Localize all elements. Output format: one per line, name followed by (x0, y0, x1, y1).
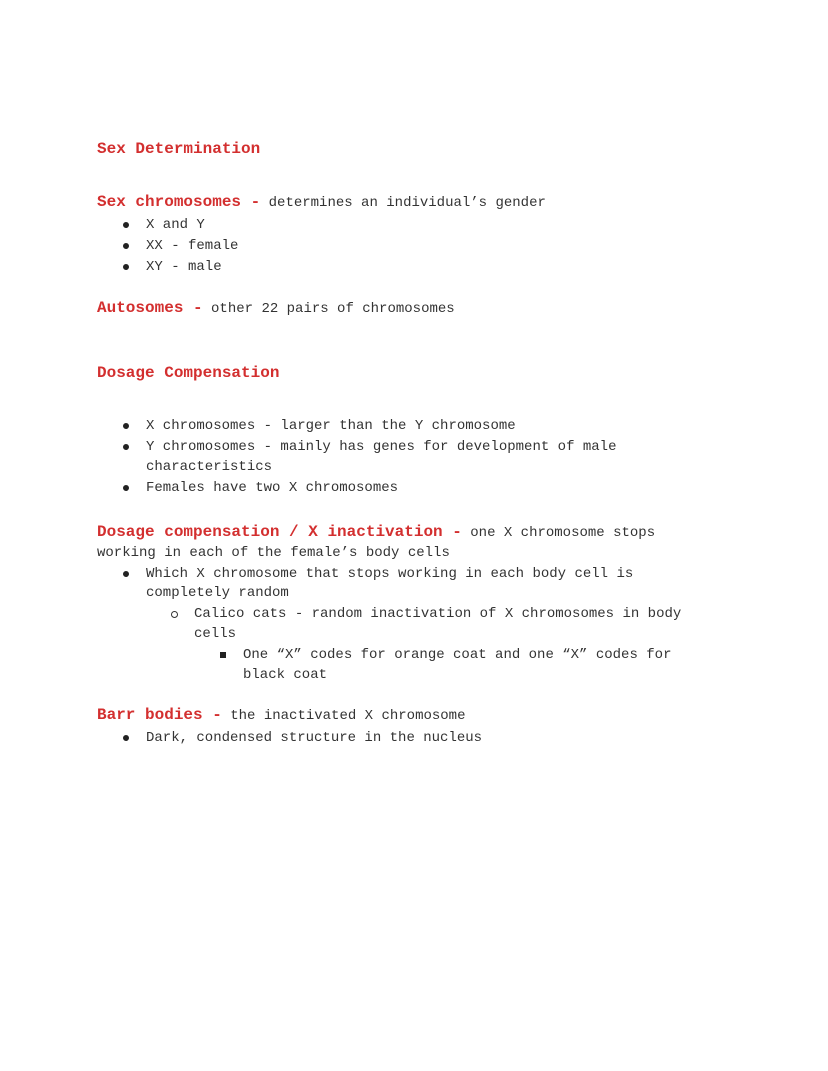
bullet-dot (123, 243, 129, 249)
term-sex-chromosomes: Sex chromosomes - (97, 193, 261, 211)
sub-sub-list-item-continuation: black coat (243, 667, 328, 683)
bullet-dot (123, 444, 129, 450)
definition-autosomes (97, 298, 455, 319)
bullet-circle (171, 611, 178, 618)
sub-list-item-continuation: cells (194, 626, 237, 642)
definition-text: one X chromosome stops (470, 525, 656, 541)
term-x-inactivation: Dosage compensation / X inactivation - (97, 523, 462, 541)
list-item: X and Y (146, 217, 205, 233)
bullet-dot (123, 222, 129, 228)
list-item: X chromosomes - larger than the Y chromosome (146, 418, 516, 434)
list-item: XY - male (146, 259, 222, 275)
list-item: Dark, condensed structure in the nucleus (146, 730, 483, 746)
bullet-square (220, 652, 226, 658)
heading-sex-determination: Sex Determination (97, 140, 261, 158)
definition-x-inactivation (97, 522, 655, 543)
term-barr-bodies: Barr bodies - (97, 706, 222, 724)
definition-text: the inactivated X chromosome (230, 708, 466, 724)
list-item: Females have two X chromosomes (146, 480, 399, 496)
sub-sub-list-item: One “X” codes for orange coat and one “X” codes for (243, 647, 672, 663)
bullet-dot (123, 264, 129, 270)
sub-list-item: Calico cats - random inactivation of X chromosomes in body (194, 606, 682, 622)
heading-dosage-compensation: Dosage Compensation (97, 364, 280, 382)
list-item-continuation: characteristics (146, 459, 273, 475)
definition-text: determines an individual’s gender (268, 195, 546, 211)
list-item: Y chromosomes - mainly has genes for development of male (146, 439, 617, 455)
bullet-dot (123, 485, 129, 491)
list-item: Which X chromosome that stops working in each body cell is (146, 566, 634, 582)
bullet-dot (123, 735, 129, 741)
bullet-dot (123, 571, 129, 577)
term-autosomes: Autosomes - (97, 299, 203, 317)
definition-sex-chromosomes (97, 192, 546, 213)
list-item: XX - female (146, 238, 239, 254)
definition-continuation: working in each of the female’s body cells (97, 545, 450, 561)
bullet-dot (123, 423, 129, 429)
definition-text: other 22 pairs of chromosomes (211, 301, 455, 317)
list-item-continuation: completely random (146, 585, 289, 601)
definition-barr-bodies (97, 705, 465, 726)
